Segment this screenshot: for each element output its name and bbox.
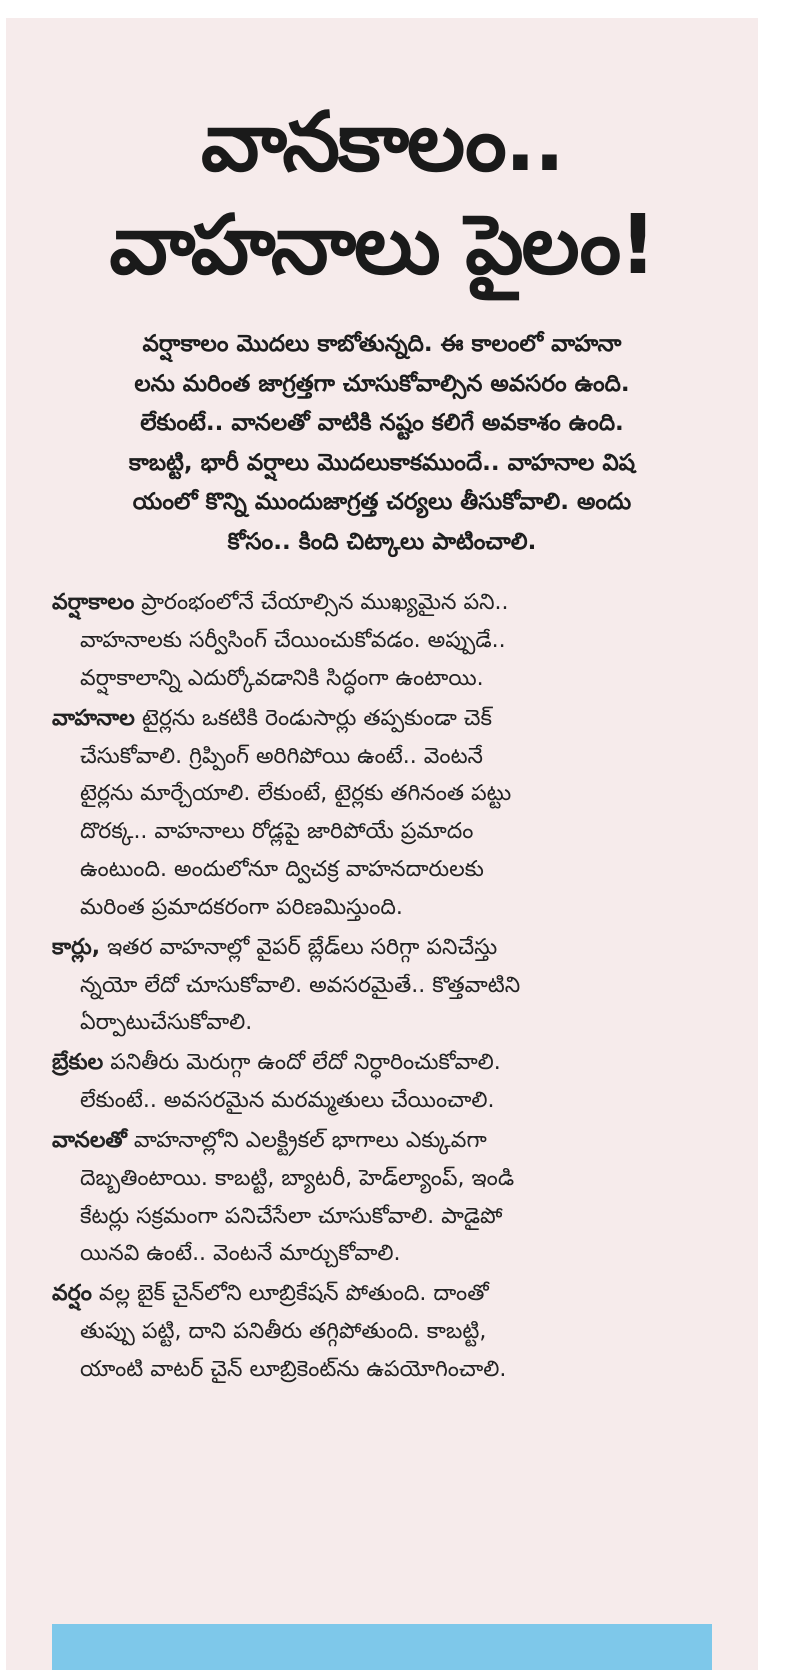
intro-line: కోసం.. కింది చిట్కాలు పాటించాలి. bbox=[227, 528, 537, 555]
tip-first-line bbox=[52, 584, 712, 622]
intro-line: కాబట్టి, భారీ వర్షాలు మొదలుకాకముందే.. వాహనాల విష bbox=[128, 449, 636, 476]
tip-lead-word: వానలతో bbox=[52, 1127, 127, 1153]
tip-first-line bbox=[52, 700, 712, 738]
tip-servicing bbox=[52, 584, 712, 697]
tip-line: యినవి ఉంటే.. వెంటనే మార్చుకోవాలి. bbox=[80, 1241, 401, 1267]
intro-line: యంలో కొన్ని ముందుజాగ్రత్త చర్యలు తీసుకోవాలి. అందు bbox=[132, 489, 632, 516]
tip-lead-word: వాహనాల bbox=[52, 705, 135, 731]
tip-first-line bbox=[52, 1122, 712, 1160]
intro-paragraph bbox=[52, 325, 712, 562]
tip-first-line bbox=[52, 1275, 712, 1313]
intro-line: వర్షాకాలం మొదలు కాబోతున్నది. ఈ కాలంలో వాహనా bbox=[142, 331, 622, 357]
tips-list bbox=[52, 584, 712, 1388]
tip-line: వాహనాలకు సర్వీసింగ్ చేయించుకోవడం. అప్పుడే.. bbox=[80, 628, 506, 654]
tip-line: దొరక్క.. వాహనాలు రోడ్లపై జారిపోయే ప్రమాదం bbox=[80, 819, 474, 845]
tip-line: న్నయో లేదో చూసుకోవాలి. అవసరమైతే.. కొత్తవాటిని bbox=[80, 972, 521, 998]
tip-wipers bbox=[52, 929, 712, 1042]
tip-electricals bbox=[52, 1122, 712, 1273]
intro-line: లేకుంటే.. వానలతో వాటికి నష్టం కలిగే అవకాశం ఉంది. bbox=[140, 410, 624, 437]
tip-line: కేటర్లు సక్రమంగా పనిచేసేలా చూసుకోవాలి. పాడైపో bbox=[80, 1203, 503, 1229]
tip-tyres bbox=[52, 700, 712, 927]
bottom-info-box bbox=[52, 1624, 712, 1670]
tip-line: చేసుకోవాలి. గ్రిప్పింగ్ అరిగిపోయి ఉంటే.. వెంటనే bbox=[80, 743, 483, 769]
tip-brakes bbox=[52, 1044, 712, 1120]
tip-first-line-text: వల్ల బైక్ చైన్‌లోని లూబ్రికేషన్ పోతుంది. దాంతో bbox=[91, 1281, 489, 1307]
tip-first-line bbox=[52, 929, 712, 967]
tip-lead-word: బ్రేకుల bbox=[52, 1050, 104, 1076]
tip-line: తుప్పు పట్టి, దాని పనితీరు తగ్గిపోతుంది. కాబట్టి, bbox=[80, 1319, 487, 1345]
tip-line: మరింత ప్రమాదకరంగా పరిణమిస్తుంది. bbox=[80, 894, 403, 920]
tip-line: టైర్లను మార్చేయాలి. లేకుంటే, టైర్లకు తగినంత పట్టు bbox=[80, 781, 512, 807]
tip-first-line-text: ఇతర వాహనాల్లో వైపర్ బ్లేడ్‌లు సరిగ్గా పనిచేస్తు bbox=[100, 934, 498, 960]
tip-first-line-text: పనితీరు మెరుగ్గా ఉందో లేదో నిర్ధారించుకోవాలి. bbox=[103, 1050, 501, 1076]
tip-line: దెబ్బతింటాయి. కాబట్టి, బ్యాటరీ, హెడ్‌ల్యాంప్, ఇండి bbox=[80, 1165, 515, 1191]
tip-first-line-text: ప్రారంభంలోనే చేయాల్సిన ముఖ్యమైన పని.. bbox=[134, 590, 509, 616]
headline-line-1: వానకాలం.. bbox=[200, 95, 564, 190]
tip-lead-word: వర్షాకాలం bbox=[52, 590, 135, 616]
tip-line: లేకుంటే.. అవసరమైన మరమ్మతులు చేయించాలి. bbox=[80, 1088, 495, 1114]
tip-lead-word: కార్లు, bbox=[52, 934, 101, 960]
tip-line: వర్షాకాలాన్ని ఎదుర్కోవడానికి సిద్ధంగా ఉంటాయి. bbox=[80, 665, 484, 691]
tip-chain-lubrication bbox=[52, 1275, 712, 1388]
headline-line-2: వాహనాలు పైలం! bbox=[109, 197, 655, 293]
headline bbox=[52, 18, 712, 297]
tip-line: ఉంటుంది. అందులోనూ ద్విచక్ర వాహనదారులకు bbox=[80, 857, 484, 883]
tip-lead-word: వర్షం bbox=[52, 1281, 92, 1307]
intro-line: లను మరింత జాగ్రత్తగా చూసుకోవాల్సిన అవసరం ఉంది. bbox=[134, 370, 630, 397]
tip-first-line-text: టైర్లను ఒకటికి రెండుసార్లు తప్పకుండా చెక్ bbox=[134, 705, 493, 731]
tip-first-line bbox=[52, 1044, 712, 1082]
tip-line: ఏర్పాటుచేసుకోవాలి. bbox=[80, 1010, 253, 1036]
article-page bbox=[6, 18, 758, 1670]
tip-line: యాంటి వాటర్ చైన్ లూబ్రికెంట్‌ను ఉపయోగించాలి. bbox=[80, 1356, 507, 1382]
tip-first-line-text: వాహనాల్లోని ఎలక్ట్రికల్ భాగాలు ఎక్కువగా bbox=[126, 1127, 487, 1153]
